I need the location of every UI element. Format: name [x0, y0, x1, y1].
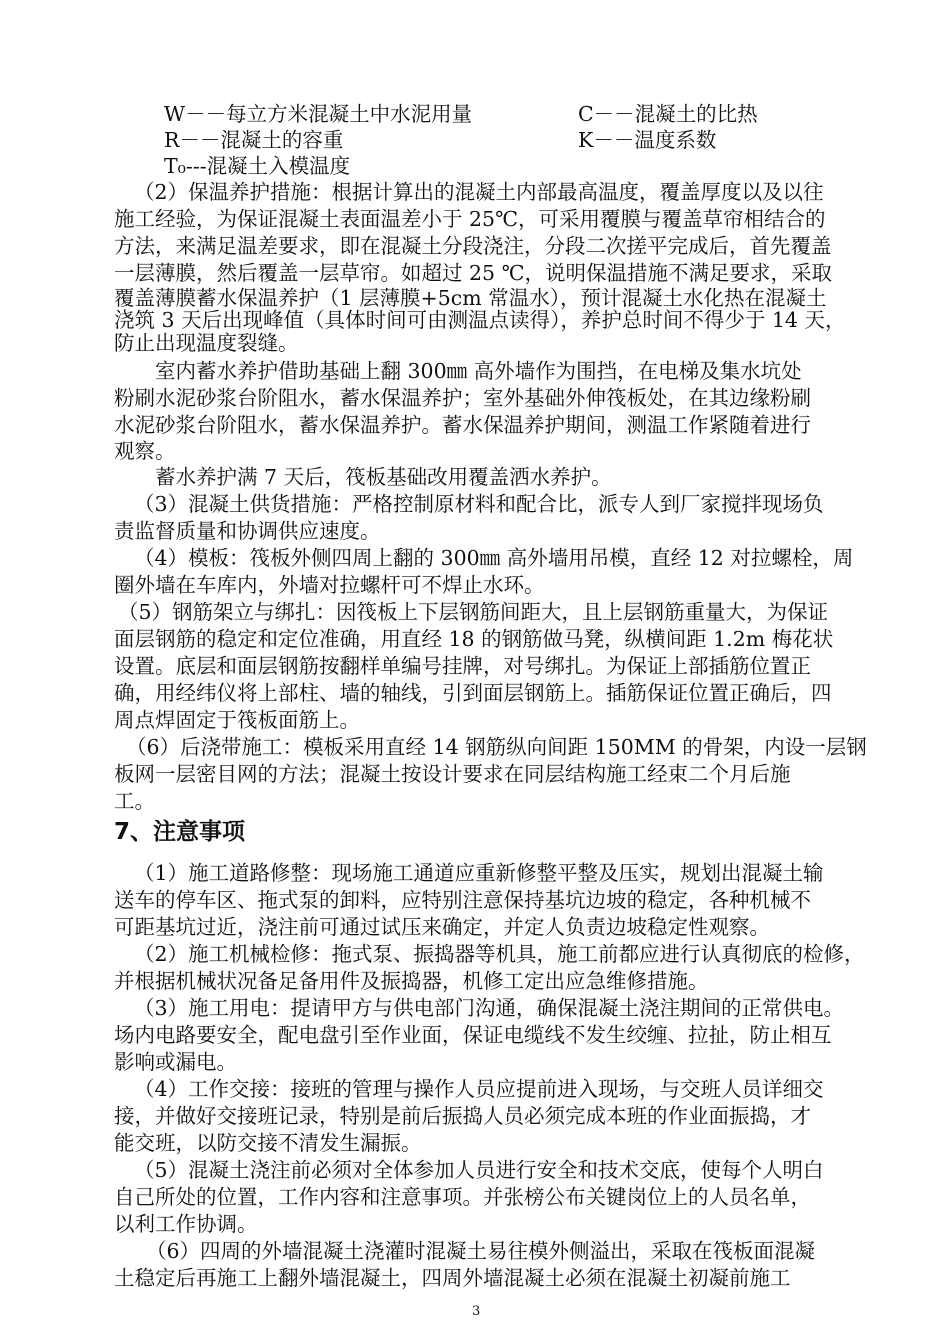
para-line: 责监督质量和协调供应速度。	[114, 519, 381, 543]
para-line: 浇筑 3 天后出现峰值（具体时间可由测温点读得），养护总时间不得少于 14 天，	[114, 308, 846, 332]
para-line: 蓄水养护满 7 天后，筏板基础改用覆盖洒水养护。	[114, 465, 612, 489]
para-line: 室内蓄水养护借助基础上翻 300㎜ 高外墙作为围挡，在电梯及集水坑处	[114, 359, 802, 383]
section-heading: 7、注意事项	[114, 819, 246, 845]
var-k: K－－温度系数	[578, 128, 717, 152]
para-line: 覆盖薄膜蓄水保温养护（1 层薄膜+5cm 常温水），预计混凝土水化热在混凝土	[114, 286, 827, 310]
para-line: 接，并做好交接班记录，特别是前后振捣人员必须完成本班的作业面振捣，才	[114, 1104, 811, 1128]
para-line: （2）施工机械检修：拖式泵、振捣器等机具，施工前都应进行认真彻底的检修，	[134, 942, 865, 966]
para-line: 影响或漏电。	[114, 1050, 237, 1074]
para-line: 水泥砂浆台阶阻水，蓄水保温养护。蓄水保温养护期间，测温工作紧随着进行	[114, 413, 811, 437]
para-line: 自己所处的位置，工作内容和注意事项。并张榜公布关键岗位上的人员名单，	[114, 1185, 811, 1209]
var-w: W－－每立方米混凝土中水泥用量	[164, 102, 473, 126]
para-line: （4）模板：筏板外侧四周上翻的 300㎜ 高外墙用吊模，直经 12 对拉螺栓，周	[134, 546, 854, 570]
para-line: 设置。底层和面层钢筋按翻样单编号挂牌，对号绑扎。为保证上部插筋位置正	[114, 654, 811, 678]
var-t0: T₀---混凝土入模温度	[164, 154, 351, 178]
para-line: 场内电路要安全，配电盘引至作业面，保证电缆线不发生绞缠、拉扯，防止相互	[114, 1023, 832, 1047]
para-line: （1）施工道路修整：现场施工通道应重新修整平整及压实，规划出混凝土输	[134, 861, 824, 885]
para-line: （2）保温养护措施：根据计算出的混凝土内部最高温度，覆盖厚度以及以往	[134, 180, 824, 204]
para-line: 工。	[114, 789, 155, 813]
para-line: 粉刷水泥砂浆台阶阻水，蓄水保温养护；室外基础外伸筏板处，在其边缘粉刷	[114, 386, 811, 410]
para-line: （3）施工用电：提请甲方与供电部门沟通，确保混凝土浇注期间的正常供电。	[134, 996, 845, 1020]
para-line: 防止出现温度裂缝。	[114, 331, 299, 355]
para-line: 并根据机械状况备足备用件及振捣器，机修工定出应急维修措施。	[114, 969, 709, 993]
para-line: （6）后浇带施工：模板采用直经 14 钢筋纵向间距 150MM 的骨架，内设一层钢	[126, 735, 867, 759]
para-line: 板网一层密目网的方法；混凝土按设计要求在同层结构施工经束二个月后施	[114, 762, 791, 786]
para-line: 观察。	[114, 439, 176, 463]
para-line: 以利工作协调。	[114, 1212, 258, 1236]
page-number: 3	[472, 1304, 481, 1319]
para-line: 周点焊固定于筏板面筋上。	[114, 708, 360, 732]
para-line: （4）工作交接：接班的管理与操作人员应提前进入现场，与交班人员详细交	[134, 1077, 824, 1101]
para-line: 可距基坑过近，浇注前可通过试压来确定，并定人负责边坡稳定性观察。	[114, 915, 770, 939]
var-r: R－－混凝土的容重	[164, 128, 344, 152]
para-line: 一层薄膜，然后覆盖一层草帘。如超过 25 ℃，说明保温措施不满足要求，采取	[114, 261, 833, 285]
para-line: 确，用经纬仪将上部柱、墙的轴线，引到面层钢筋上。插筋保证位置正确后，四	[114, 681, 832, 705]
para-line: 面层钢筋的稳定和定位准确，用直经 18 的钢筋做马凳，纵横间距 1.2m 梅花状	[114, 627, 834, 651]
para-line: （6）四周的外墙混凝土浇灌时混凝土易往模外侧溢出，采取在筏板面混凝	[146, 1239, 816, 1263]
para-line: 能交班，以防交接不清发生漏振。	[114, 1131, 422, 1155]
para-line: （3）混凝土供货措施：严格控制原材料和配合比，派专人到厂家搅拌现场负	[134, 492, 824, 516]
para-line: 圈外墙在车库内，外墙对拉螺杆可不焊止水环。	[114, 573, 545, 597]
para-line: （5）混凝土浇注前必须对全体参加人员进行安全和技术交底，使每个人明白	[134, 1158, 824, 1182]
para-line: （5）钢筋架立与绑扎：因筏板上下层钢筋间距大，且上层钢筋重量大，为保证	[118, 600, 829, 624]
para-line: 土稳定后再施工上翻外墙混凝土，四周外墙混凝土必须在混凝土初凝前施工	[114, 1266, 791, 1290]
var-c: C－－混凝土的比热	[578, 102, 758, 126]
para-line: 施工经验，为保证混凝土表面温差小于 25℃，可采用覆膜与覆盖草帘相结合的	[114, 207, 826, 231]
para-line: 方法，来满足温差要求，即在混凝土分段浇注，分段二次搓平完成后，首先覆盖	[114, 234, 832, 258]
para-line: 送车的停车区、拖式泵的卸料，应特别注意保持基坑边坡的稳定，各种机械不	[114, 888, 811, 912]
